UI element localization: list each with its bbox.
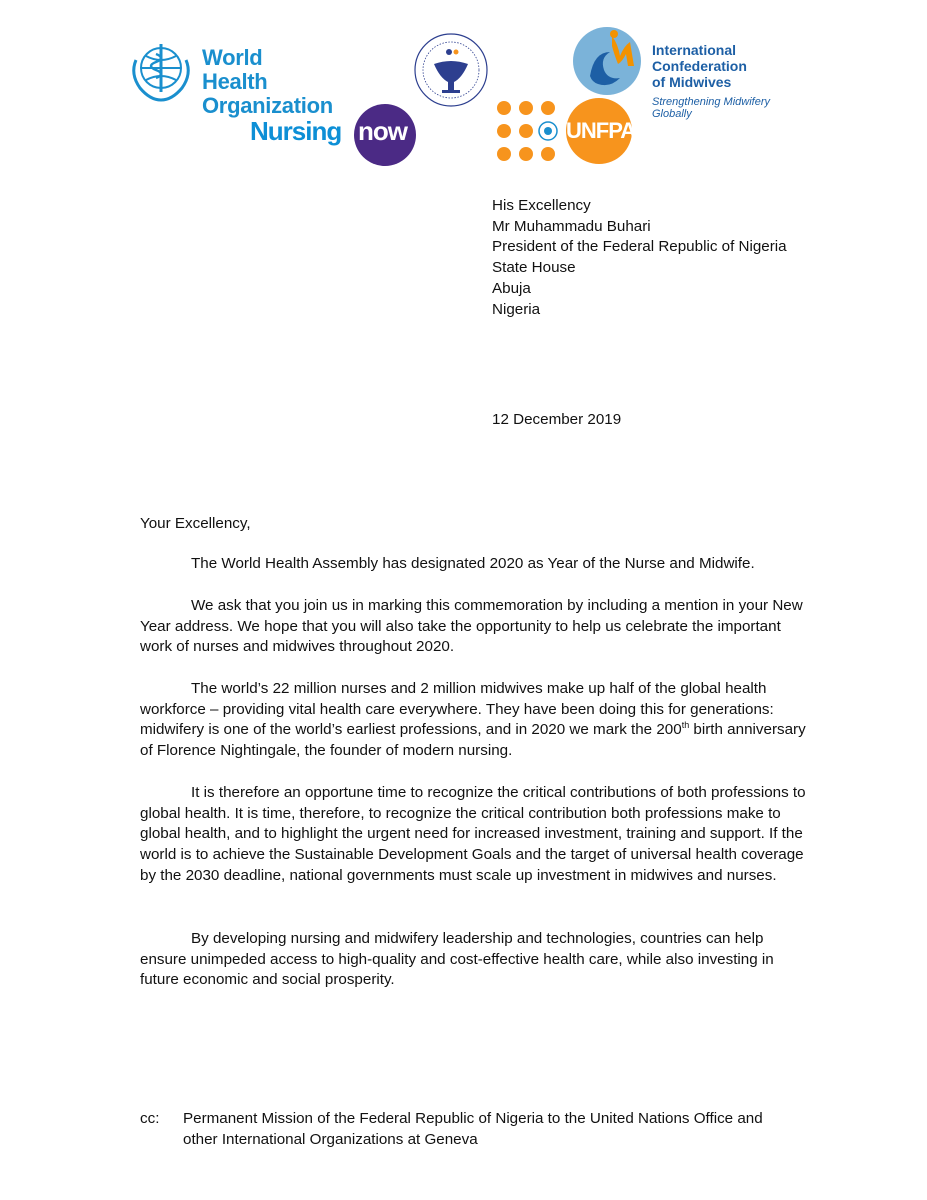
paragraph-text: The world’s 22 million nurses and 2 million midwives make up half of the global health workforce – providing vital health care everywhere. They have been doing this for generations: midwifery is one of the world’s earliest professions, and in 2020 we mark the 200 [140,680,774,739]
icm-logo-line2: Confederation [652,58,747,74]
body-paragraph-1 [140,554,810,575]
address-line: Abuja [492,279,531,297]
who-logo [128,38,333,118]
cc-line-2 [183,1130,478,1151]
recipient-address [492,196,787,320]
body-paragraph-3 [140,679,810,762]
icn-logo [412,30,490,110]
address-line: State House [492,259,576,277]
address-line: Nigeria [492,300,541,318]
paragraph-text: By developing nursing and midwifery leadership and technologies, countries can help ensure unimpeded access to high-quality and cost-effective health care, while also investing in future economic and social prosperity. [140,930,774,989]
icn-emblem-icon [412,30,490,110]
salutation: Your Excellency, [140,515,251,532]
paragraph-text: It is therefore an opportune time to recognize the critical contributions of both professions to global health. It is time, therefore, to recognize the critical contribution both professions make to global health, and to highlight the urgent need for increased investment, training and support. If the world is to achieve the Sustainable Development Goals and the target of universal health coverage by the 2030 deadline, national governments must scale up investment in midwives and nurses. [140,784,806,884]
body-paragraph-4 [140,783,810,887]
unfpa-logo [494,98,634,166]
nursing-now-now-word: now [358,116,407,146]
letter-date: 12 December 2019 [492,411,622,428]
who-logo-line1: World Health [202,45,268,94]
icm-emblem-icon [572,26,642,96]
superscript: th [681,720,690,731]
logo-header [0,0,927,180]
nursing-now-word: Nursing [250,116,342,146]
cc-line-1 [140,1109,763,1130]
address-line: President of the Federal Republic of Nigeria [492,238,787,256]
unfpa-label: UNFPA [566,118,636,143]
icm-logo-line1: International [652,42,737,58]
paragraph-text: The World Health Assembly has designated 2020 as Year of the Nurse and Midwife. [191,555,755,572]
cc-label: cc: [140,1110,160,1127]
address-line: Mr Muhammadu Buhari [492,217,651,235]
unfpa-dots-icon [494,98,570,166]
who-logo-line2: Organization [202,93,333,118]
icm-logo-line3: of Midwives [652,74,732,90]
nursing-now-logo [250,104,420,166]
icm-logo-tagline: Strengthening Midwifery Globally [652,96,771,120]
body-paragraph-2 [140,596,810,658]
who-emblem-icon [128,38,194,102]
address-line: His Excellency [492,197,591,214]
body-paragraph-5 [140,929,810,991]
cc-text: other International Organizations at Geneva [183,1131,478,1148]
cc-text: Permanent Mission of the Federal Republic of Nigeria to the United Nations Office and [183,1110,763,1127]
paragraph-text: We ask that you join us in marking this commemoration by including a mention in your New Year address. We hope that you will also take the opportunity to help us celebrate the important work of nurses and midwives throughout 2020. [140,597,803,656]
paragraph-text: birth anniversary of Florence Nightingale, the founder of modern nursing. [140,721,806,760]
